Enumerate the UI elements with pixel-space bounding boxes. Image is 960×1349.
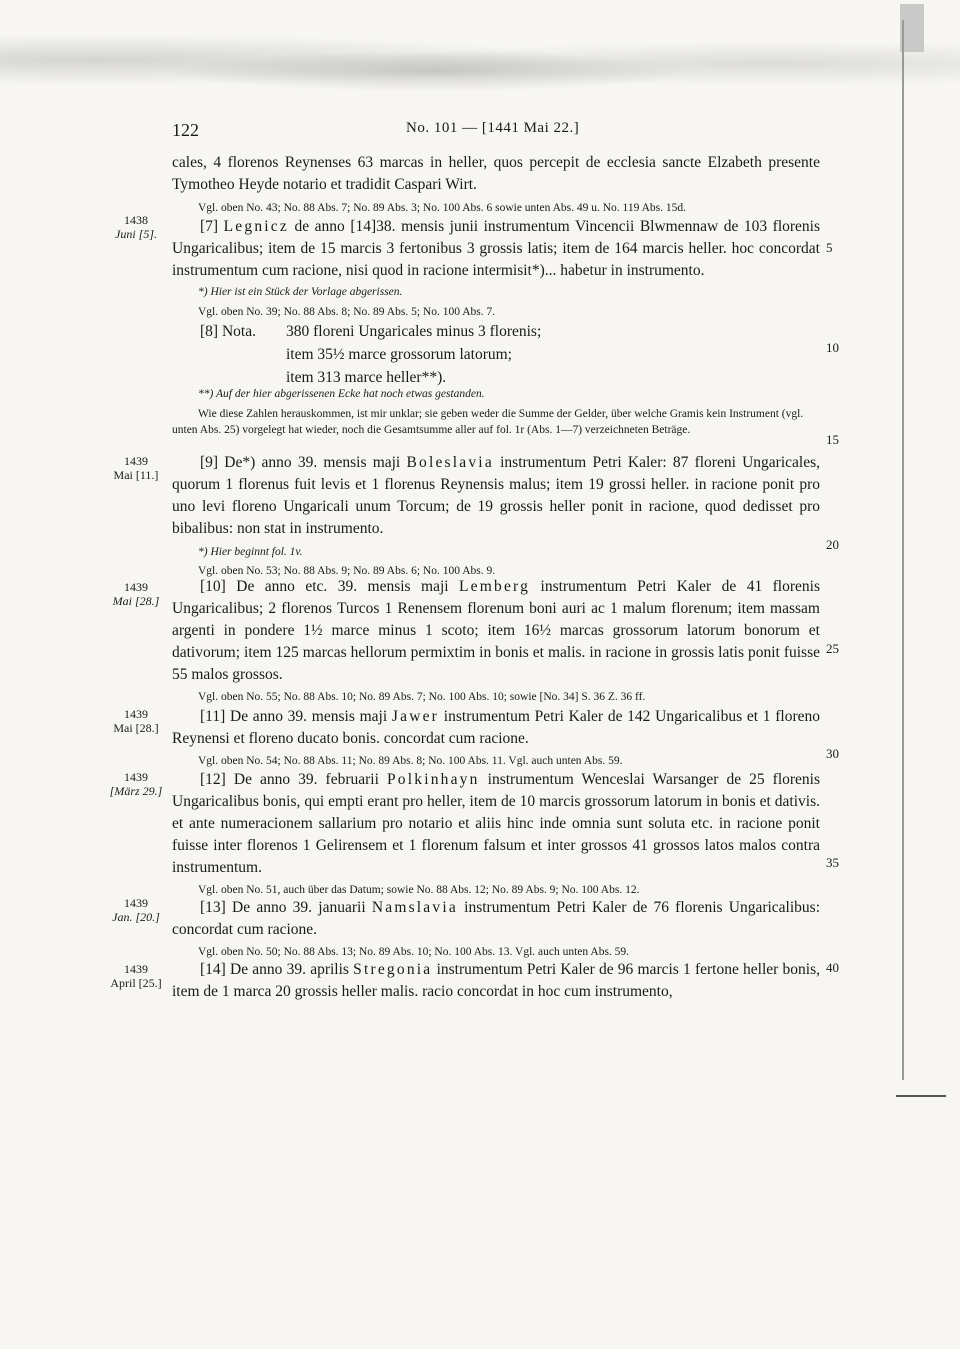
- entry-13: [13] De anno 39. januarii Namslavia instrumentum Petri Kaler de 76 florenis Ungaricalibus: concordat cum racione. Vgl. oben No. 50; No. 88 Abs. 13; No. 89 Abs. 10; No. 100 Abs. 13. Vgl. auch unten Abs. 59.: [172, 899, 820, 958]
- line-number: 40: [826, 960, 839, 975]
- margin-date: 1439 Jan. [20.]: [112, 896, 160, 924]
- entry-10: [10] De anno etc. 39. mensis maji Lemberg instrumentum Petri Kaler de 41 florenis Ungaricalibus; 2 florenos Turcos 1 Renensem florenum boni auri ac 1 malum florenum; item massam argenti in pondere 1½ marce minus 1 scoto; item 16½ marcas grossorum latorum bonorum et dativorum; item 125 marcas hellorum permixtim in bonis et malis. in racione in grossis latis ponit fuisse 55 malos grossos. Vgl. oben No. 55; No. 88 Abs. 10; No. 89 Abs. 7; No. 100 Abs. 10; sowie [No. 34] S. 36 Z. 36 ff.: [172, 578, 820, 703]
- entry-7: [7] Legnicz de anno [14]38. mensis junii instrumentum Vincencii Blwmennaw de 103 florenis Ungaricalibus; item de 15 marcis 3 fertonibus 3 grossis latis; item de 164 marcis heller. hoc concordat instrumentum cum racione, nisi quod in racione intermisit*)... habetur in instrumento. *) Hier ist ein Stück der Vorlage abgerissen. Vgl. oben No. 39; No. 88 Abs. 8; No. 89 Abs. 5; No. 100 Abs. 7.: [172, 218, 821, 318]
- line-number: 25: [826, 641, 839, 656]
- page-edge-tick: [896, 1095, 946, 1097]
- page-number: 122: [172, 120, 199, 140]
- margin-date: 1439 Mai [28.]: [113, 707, 159, 735]
- line-number: 15: [826, 432, 839, 447]
- entry-14: [14] De anno 39. aprilis Stregonia instrumentum Petri Kaler de 96 marcis 1 fertone heller bonis, item de 1 marca 20 grossis heller malis. racio concordat in hoc cum instrumento,: [172, 961, 821, 1000]
- margin-date: 1438 Juni [5].: [115, 213, 157, 241]
- margin-date: 1439 April [25.]: [110, 962, 162, 990]
- entry-12: [12] De anno 39. februarii Polkinhayn instrumentum Wenceslai Warsanger de 25 florenis Ungaricalibus bonis, qui empti erant pro heller, item de 10 marcis grossorum latorum in bonis et dativis. et ante numeracionem sallarium pro notario et aliis hinc inde omnia sunt soluta etc. in racione ponit fuisse inter florenos 1 Gelirensem et 1 florenum falsum et inter grossos 41 grossos latos malos contra instrumentum. Vgl. oben No. 51, auch über das Datum; sowie No. 88 Abs. 12; No. 89 Abs. 9; No. 100 Abs. 12.: [172, 771, 821, 896]
- entry-9: [9] De*) anno 39. mensis maji Boleslavia instrumentum Petri Kaler: 87 floreni Ungaricales, quorum 1 florenus fuit levis et 1 florenus Reynensis malus; item 19 grossi heller. in racione ponit pro uno levi floreno Ungaricali unum Torcum; de 19 grossis heller ponit in racione, quod dedisset pro bibalibus: non stat in instrumento. *) Hier beginnt fol. 1v. Vgl. oben No. 53; No. 88 Abs. 9; No. 89 Abs. 6; No. 100 Abs. 9.: [172, 454, 821, 577]
- page-edge-line: [902, 20, 904, 1080]
- line-number: 30: [826, 746, 839, 761]
- margin-date: 1439 [März 29.]: [109, 770, 163, 798]
- entry-8-lines: 380 floreni Ungaricales minus 3 florenis; item 35½ marce grossorum latorum; item 313 marce heller**).: [286, 323, 542, 386]
- scan-noise: [0, 30, 960, 105]
- line-number: 35: [826, 855, 839, 870]
- entry-continuation: cales, 4 florenos Reynenses 63 marcas in heller, quos percepit de ecclesia sancte Elzabeth presente Tymotheo Heyde notario et tradidit Caspari Wirt. Vgl. oben No. 43; No. 88 Abs. 7; No. 89 Abs. 3; No. 100 Abs. 6 sowie unten Abs. 49 u. No. 119 Abs. 15d.: [172, 154, 820, 214]
- entry-8-label: [8] Nota.: [200, 323, 256, 340]
- line-number: 20: [826, 537, 839, 552]
- margin-date: 1439 Mai [11.]: [113, 454, 159, 482]
- entry-11: [11] De anno 39. mensis maji Jawer instrumentum Petri Kaler de 142 Ungaricalibus et 1 floreno Reynensi et floreno ducato bonis. concordat cum racione. Vgl. oben No. 54; No. 88 Abs. 11; No. 89 Abs. 8; No. 100 Abs. 11. Vgl. auch unten Abs. 59.: [172, 708, 821, 767]
- line-number: 5: [826, 240, 833, 255]
- line-number: 10: [826, 340, 839, 355]
- margin-date: 1439 Mai [28.]: [112, 580, 160, 608]
- running-head: No. 101 — [1441 Mai 22.]: [406, 120, 580, 136]
- entry-8-notes: **) Auf der hier abgerissenen Ecke hat noch etwas gestanden. Wie diese Zahlen herauskommen, ist mir unklar; sie geben weder die Summe der Gelder, über welche Gramis kein Instrument (vgl. unten Abs. 25) vorgelegt hat wieder, noch die Gesamtsumme aller auf fol. 1r (Abs. 1—7) verzeichneten Beträge.: [172, 388, 804, 436]
